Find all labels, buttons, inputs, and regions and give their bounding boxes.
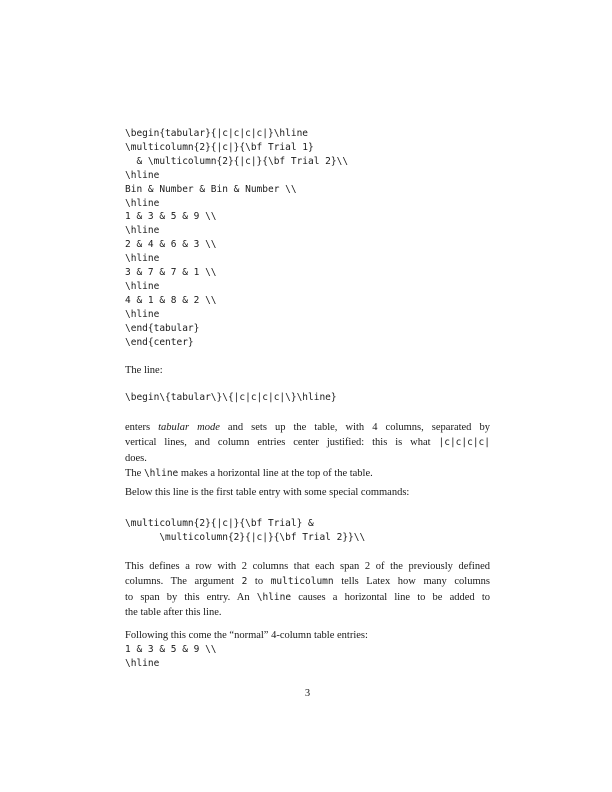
text-line bbox=[125, 590, 490, 605]
code-line: \end{tabular} bbox=[125, 322, 200, 334]
inline-code: \hline bbox=[256, 591, 292, 603]
code-line-begin-tabular-escaped: \begin\{tabular\}\{|c|c|c|c|\}\hline} bbox=[125, 392, 337, 403]
text-segment: to span by this entry. An bbox=[125, 591, 257, 603]
text-segment: tabular mode bbox=[158, 422, 220, 433]
code-line: \multicolumn{2}{|c|}{\bf Trial} & bbox=[125, 518, 314, 529]
code-line: 4 & 1 & 8 & 2 \\ bbox=[125, 294, 217, 306]
code-line: \multicolumn{2}{|c|}{\bf Trial 1} bbox=[125, 141, 314, 153]
code-line: 3 & 7 & 7 & 1 \\ bbox=[125, 267, 217, 279]
paragraph-following-normal-entries: Following this come the “normal” 4-column table entries: bbox=[125, 630, 368, 641]
text-line bbox=[125, 435, 490, 450]
code-line: \hline bbox=[125, 253, 160, 265]
text-segment: This defines a row with 2 columns that each span 2 of the previously defined bbox=[125, 561, 490, 572]
text-segment: causes a horizontal line to be added to bbox=[291, 591, 490, 603]
text-line bbox=[125, 574, 490, 589]
code-line: \hline bbox=[125, 225, 160, 237]
code-line: 1 & 3 & 5 & 9 \\ bbox=[125, 644, 217, 655]
paragraph-hline-note bbox=[125, 466, 490, 481]
code-listing-multicolumn bbox=[125, 517, 365, 545]
code-line: & \multicolumn{2}{|c|}{\bf Trial 2}\\ bbox=[125, 155, 349, 167]
page-number: 3 bbox=[304, 688, 311, 699]
text-segment: enters bbox=[125, 422, 159, 433]
code-line: 2 & 4 & 6 & 3 \\ bbox=[125, 239, 217, 251]
inline-code: multicolumn bbox=[270, 576, 334, 588]
code-line: \hline bbox=[125, 169, 160, 181]
latex-code-listing-table bbox=[125, 127, 348, 350]
inline-code: 2 bbox=[241, 576, 248, 588]
text-line bbox=[125, 559, 490, 574]
paragraph-below-this-line: Below this line is the first table entry with some special commands: bbox=[125, 487, 410, 498]
code-line: \hline bbox=[125, 197, 160, 209]
code-line: 1 & 3 & 5 & 9 \\ bbox=[125, 211, 217, 223]
paragraph-enters-tabular-mode bbox=[125, 420, 490, 466]
text-segment: to bbox=[247, 576, 271, 588]
code-line: \end{center} bbox=[125, 336, 194, 348]
text-segment: The bbox=[125, 468, 144, 479]
text-segment: columns. The argument bbox=[125, 576, 242, 588]
code-listing-first-entries bbox=[125, 643, 217, 671]
code-line: \hline bbox=[125, 657, 160, 669]
text-segment: and sets up the table, with 4 columns, separated by bbox=[219, 422, 490, 433]
inline-code: \hline bbox=[143, 468, 179, 479]
code-line: \begin{tabular}{|c|c|c|c|}\hline bbox=[125, 128, 309, 139]
text-line bbox=[125, 451, 490, 466]
text-segment: vertical lines, and column entries center justified: this is what bbox=[125, 437, 439, 449]
paragraph-the-line: The line: bbox=[125, 365, 163, 376]
text-segment: the table after this line. bbox=[125, 607, 222, 619]
text-segment: does. bbox=[125, 452, 147, 464]
code-line: \hline bbox=[125, 308, 160, 320]
text-segment: makes a horizontal line at the top of the table. bbox=[178, 468, 373, 479]
text-segment: tells Latex how many columns bbox=[333, 576, 490, 588]
text-line bbox=[125, 605, 490, 620]
paragraph-multicolumn-explanation bbox=[125, 559, 490, 621]
code-line: Bin & Number & Bin & Number \\ bbox=[125, 183, 297, 195]
text-line bbox=[125, 466, 490, 481]
text-line bbox=[125, 420, 490, 435]
inline-code: |c|c|c|c| bbox=[438, 437, 490, 449]
code-line: \multicolumn{2}{|c|}{\bf Trial 2}}\\ bbox=[125, 531, 366, 543]
code-line: \hline bbox=[125, 280, 160, 292]
